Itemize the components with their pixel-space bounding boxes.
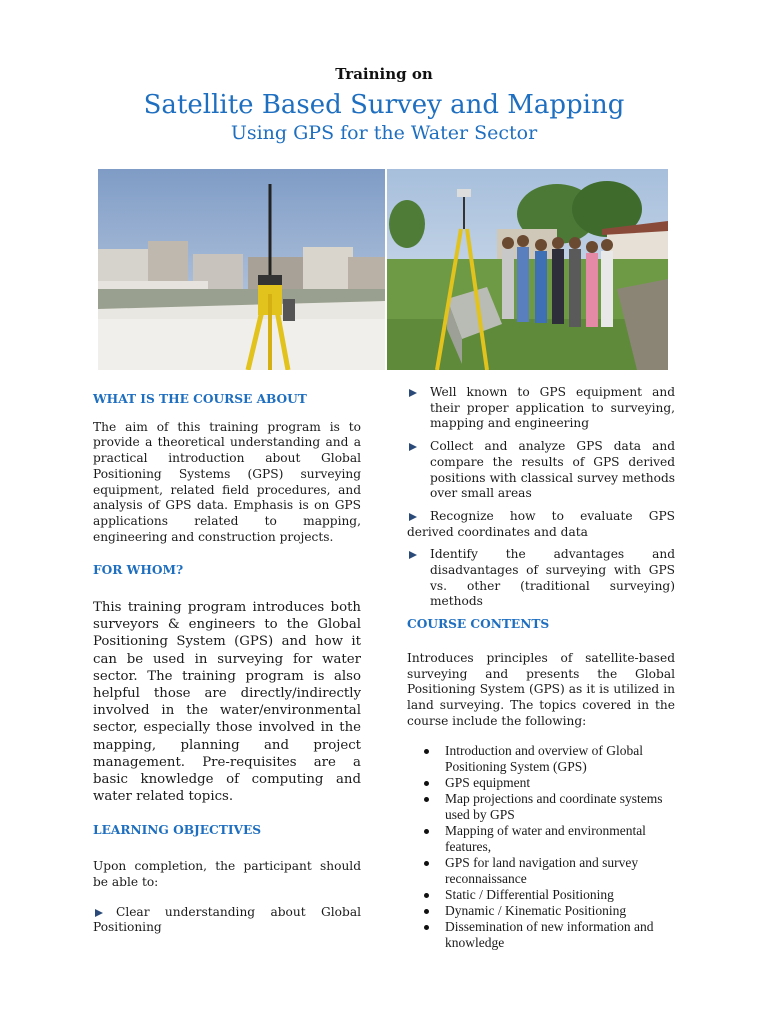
- objective-text: Clear understanding about Global Positioning: [93, 904, 361, 935]
- bullet-dot-icon: [424, 749, 429, 754]
- bullet-dot-icon: [424, 781, 429, 786]
- topic-text: GPS equipment: [445, 775, 531, 791]
- topic-text: Map projections and coordinate systems used by GPS: [445, 791, 663, 823]
- objectives-intro: Upon completion, the participant should be able to:: [93, 859, 361, 889]
- topic-item: [421, 887, 675, 903]
- topic-text: Mapping of water and environmental features,: [445, 823, 646, 855]
- topic-item: [421, 791, 675, 823]
- about-text: The aim of this training program is to provide a theoretical understanding and a practical introduction about Global Positioning Systems (GPS) surveying equipment, related field procedures, and analysis of GPS data. Emphasis is on GPS applications related to mapping, engineering and construction projects.: [93, 419, 361, 544]
- right-column: [407, 385, 675, 951]
- topic-text: Dynamic / Kinematic Positioning: [445, 903, 627, 919]
- objectives-list-left: [93, 905, 361, 936]
- objective-item: [93, 905, 361, 936]
- topic-text: GPS for land navigation and survey reconnaissance: [445, 855, 639, 887]
- contents-heading: COURSE CONTENTS: [407, 617, 550, 632]
- objectives-list-right: [407, 385, 675, 610]
- topic-item: [421, 919, 675, 951]
- arrow-bullet-icon: [409, 513, 417, 521]
- topic-item: [421, 903, 675, 919]
- field-team-photo: [387, 169, 668, 370]
- arrow-bullet-icon: [409, 551, 417, 559]
- bullet-dot-icon: [424, 893, 429, 898]
- objective-text: Recognize how to evaluate GPS derived coordinates and data: [407, 508, 675, 539]
- objective-text: Identify the advantages and disadvantages of surveying with GPS vs. other (traditional surveying) methods: [430, 547, 675, 609]
- topic-text: Static / Differential Positioning: [445, 887, 614, 903]
- topic-item: [421, 743, 675, 775]
- topics-list: [421, 743, 675, 951]
- page-subtitle: Using GPS for the Water Sector: [230, 122, 538, 144]
- arrow-bullet-icon: [409, 443, 417, 451]
- objectives-heading: LEARNING OBJECTIVES: [93, 823, 262, 838]
- whom-text: This training program introduces both surveyors & engineers to the Global Positioning System (GPS) and how it can be used in surveying for water sector. The training program is also helpful those are directly/indirectly involved in the water/environmental sector, especially those involved in the mapping, planning and project management. Pre-requisites are a basic knowledge of computing and water related topics.: [93, 600, 361, 805]
- bullet-dot-icon: [424, 861, 429, 866]
- topic-text: Introduction and overview of Global Positioning System (GPS): [445, 743, 643, 775]
- topic-item: [421, 775, 675, 791]
- bullet-dot-icon: [424, 909, 429, 914]
- rooftop-gps-photo: [98, 169, 385, 370]
- bullet-dot-icon: [424, 797, 429, 802]
- arrow-bullet-icon: [409, 389, 417, 397]
- topic-item: [421, 823, 675, 855]
- whom-heading: FOR WHOM?: [93, 563, 184, 578]
- topic-text: Dissemination of new information and knowledge: [445, 919, 654, 951]
- objective-item: [407, 385, 675, 432]
- objective-item: [407, 547, 675, 610]
- kicker: Training on: [335, 65, 433, 83]
- objective-text: Collect and analyze GPS data and compare the results of GPS derived positions with classical survey methods over small areas: [430, 439, 675, 501]
- contents-intro: Introduces principles of satellite-based surveying and presents the Global Positioning System (GPS) as it is utilized in land surveying. The topics covered in the course include the following:: [407, 650, 675, 728]
- photo-strip: [98, 169, 668, 370]
- bullet-dot-icon: [424, 829, 429, 834]
- objective-item: [407, 439, 675, 502]
- topic-item: [421, 855, 675, 887]
- objective-item: [407, 509, 675, 540]
- bullet-dot-icon: [424, 925, 429, 930]
- left-column: [93, 392, 361, 943]
- objective-text: Well known to GPS equipment and their proper application to surveying, mapping and engineering: [430, 385, 675, 431]
- arrow-bullet-icon: [95, 909, 103, 917]
- about-heading: WHAT IS THE COURSE ABOUT: [93, 392, 307, 406]
- page-title: Satellite Based Survey and Mapping: [143, 90, 625, 120]
